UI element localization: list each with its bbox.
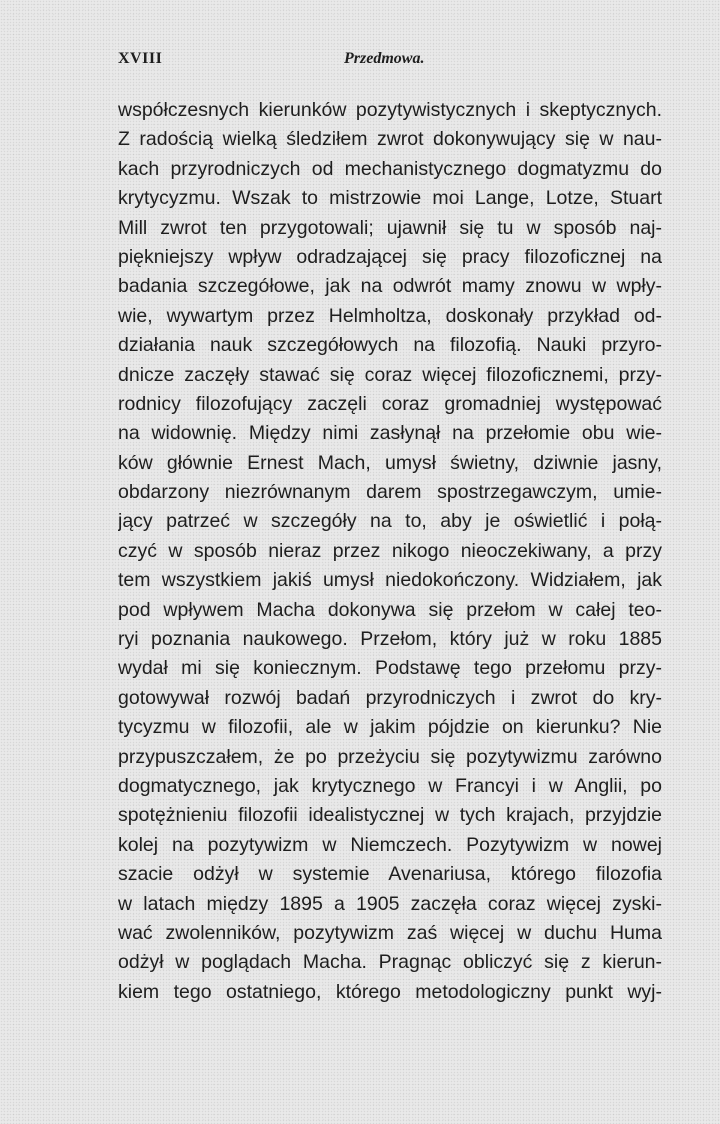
text-line: dnicze zaczęły stawać się coraz więcej filozoficznemi, przy- [118,363,662,386]
text-line: w latach między 1895 a 1905 zaczęła coraz więcej zyski- [118,892,662,915]
text-line: wydał mi się koniecznym. Podstawę tego przełomu przy- [118,657,662,680]
text-line: szacie odżył w systemie Avenariusa, którego filozofia [118,863,662,886]
text-line: tycyzmu w filozofii, ale w jakim pójdzie on kierunku? Nie [118,716,662,739]
text-line: odżył w poglądach Macha. Pragnąc obliczyć się z kierun- [118,951,662,974]
text-line: ków głównie Ernest Mach, umysł świetny, dziwnie jasny, [118,451,662,474]
page-number: XVIII [118,50,163,67]
text-line: Z radością wielką śledziłem zwrot dokonywujący się w nau- [118,128,662,151]
text-line: jący patrzeć w szczegóły na to, aby je oświetlić i połą- [118,510,662,533]
body-text [118,96,662,1007]
text-line: wać zwolenników, pozytywizm zaś więcej w duchu Huma [118,921,662,944]
text-line: Mill zwrot ten przygotowali; ujawnił się tu w sposób naj- [118,216,662,239]
running-title: Przedmowa. [344,50,425,67]
text-line: czyć w sposób nieraz przez nikogo nieoczekiwany, a przy [118,539,662,562]
text-line: badania szczegółowe, jak na odwrót mamy znowu w wpły- [118,275,662,298]
text-line: krytycyzmu. Wszak to mistrzowie moi Lange, Lotze, Stuart [118,187,662,210]
text-line: kach przyrodniczych od mechanistycznego dogmatyzmu do [118,157,662,180]
text-line: tem wszystkiem jakiś umysł niedokończony. Widziałem, jak [118,569,662,592]
text-line: piękniejszy wpływ odradzającej się pracy filozoficznej na [118,245,662,268]
text-line: spotężnieniu filozofii idealistycznej w tych krajach, przyjdzie [118,804,662,827]
text-line: współczesnych kierunków pozytywistycznych i skeptycznych. [118,99,662,121]
text-line: gotowywał rozwój badań przyrodniczych i zwrot do kry- [118,686,662,709]
text-line: przypuszczałem, że po przeżyciu się pozytywizmu zarówno [118,745,662,768]
text-line: dogmatycznego, jak krytycznego w Francyi i w Anglii, po [118,774,662,797]
text-line: kiem tego ostatniego, którego metodologiczny punkt wyj- [118,980,662,1003]
text-line: pod wpływem Macha dokonywa się przełom w całej teo- [118,598,662,621]
text-line: kolej na pozytywizm w Niemczech. Pozytywizm w nowej [118,833,662,856]
text-line: obdarzony niezrównanym darem spostrzegawczym, umie- [118,481,662,504]
text-line: działania nauk szczegółowych na filozofią. Nauki przyro- [118,334,662,357]
running-header [118,50,658,74]
text-line: wie, wywartym przez Helmholtza, doskonały przykład od- [118,304,662,327]
text-line: ryi poznania naukowego. Przełom, który już w roku 1885 [118,628,662,651]
text-line: rodnicy filozofujący zaczęli coraz gromadniej występować [118,392,662,415]
text-line: na widownię. Między nimi zasłynął na przełomie obu wie- [118,422,662,445]
